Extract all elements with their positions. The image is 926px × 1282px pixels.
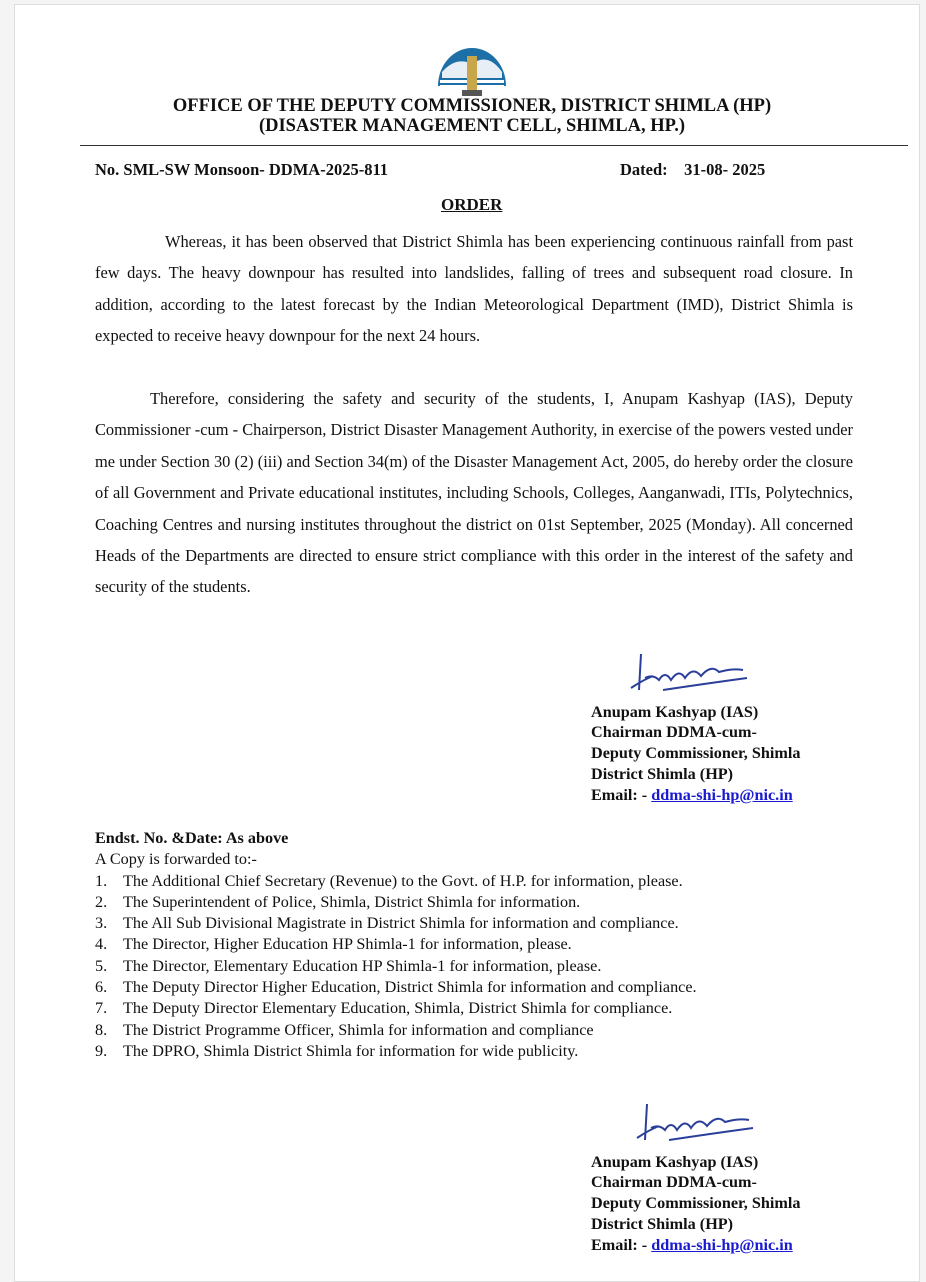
paragraph-therefore: Therefore, considering the safety and security of the students, I, Anupam Kashyap (IAS), Deputy Commissioner -cum - Chairperson, District Disaster Management Authority, in exercise of the powers vested under me under Section 30 (2) (iii) and Section 34(m) of the Disaster Management Act, 2005, do hereby order the closure of all Government and Private educational institutes, including Schools, Colleges, Aanganwadi, ITIs, Polytechnics, Coaching Centres and nursing institutes throughout the district on 01st September, 2025 (Monday). All concerned Heads of the Departments are directed to ensure strict compliance with this order in the interest of the safety and security of the students. <box>95 389 853 597</box>
endorsement-section <box>95 828 697 1062</box>
item-text: The Director, Elementary Education HP Shimla-1 for information, please. <box>123 956 602 975</box>
list-item <box>95 956 697 977</box>
signatory-name: Anupam Kashyap (IAS) <box>591 702 759 721</box>
dated <box>620 160 765 180</box>
himachal-emblem-icon <box>436 42 508 100</box>
dated-label: Dated: <box>620 160 668 179</box>
signature-image-2 <box>629 1100 759 1146</box>
header-divider <box>80 145 908 146</box>
item-text: The All Sub Divisional Magistrate in District Shimla for information and compliance. <box>123 914 679 933</box>
signatory-name: Anupam Kashyap (IAS) <box>591 1152 759 1171</box>
reference-number: No. SML-SW Monsoon- DDMA-2025-811 <box>95 160 389 179</box>
list-item <box>95 892 697 913</box>
signatory-email-row <box>591 1235 800 1256</box>
signatory-designation: Chairman DDMA-cum- <box>591 723 757 742</box>
endorsement-heading: Endst. No. &Date: As above <box>95 829 289 847</box>
signature-block <box>591 650 800 805</box>
item-number: 2. <box>95 892 108 911</box>
order-title: ORDER <box>441 195 503 214</box>
item-number: 3. <box>95 914 108 933</box>
item-number: 4. <box>95 935 108 954</box>
email-link[interactable]: ddma-shi-hp@nic.in <box>651 785 793 804</box>
email-label: Email: - <box>591 785 652 804</box>
dated-value: 31-08- 2025 <box>684 160 766 179</box>
signatory-designation: Chairman DDMA-cum- <box>591 1173 757 1192</box>
list-item <box>95 913 697 934</box>
paragraph-whereas: Whereas, it has been observed that District Shimla has been experiencing continuous rainfall from past few days. The heavy downpour has resulted into landslides, falling of trees and subsequent road closure. In addition, according to the latest forecast by the Indian Meteorological Department (IMD), District Shimla is expected to receive heavy downpour for the next 24 hours. <box>95 232 853 346</box>
list-item <box>95 977 697 998</box>
office-subtitle: (DISASTER MANAGEMENT CELL, SHIMLA, HP.) <box>258 116 686 136</box>
copy-list <box>95 871 697 1063</box>
email-label: Email: - <box>591 1235 652 1254</box>
list-item <box>95 1020 697 1041</box>
item-text: The Additional Chief Secretary (Revenue) to the Govt. of H.P. for information, please. <box>123 871 683 890</box>
signatory-district: District Shimla (HP) <box>591 1214 734 1233</box>
item-text: The Deputy Director Higher Education, District Shimla for information and compliance. <box>123 978 697 997</box>
item-number: 6. <box>95 978 108 997</box>
signature-block-2 <box>591 1100 800 1255</box>
item-text: The Superintendent of Police, Shimla, District Shimla for information. <box>123 892 581 911</box>
item-text: The Director, Higher Education HP Shimla-1 for information, please. <box>123 935 572 954</box>
item-text: The Deputy Director Elementary Education, Shimla, District Shimla for compliance. <box>123 999 673 1018</box>
item-number: 1. <box>95 871 108 890</box>
signature-image <box>623 650 753 696</box>
item-number: 5. <box>95 956 108 975</box>
list-item <box>95 871 697 892</box>
list-item <box>95 998 697 1019</box>
signatory-designation-2: Deputy Commissioner, Shimla <box>591 1194 801 1213</box>
item-text: The District Programme Officer, Shimla for information and compliance <box>123 1020 594 1039</box>
item-number: 7. <box>95 999 108 1018</box>
endorsement-intro: A Copy is forwarded to:- <box>95 850 257 869</box>
item-text: The DPRO, Shimla District Shimla for information for wide publicity. <box>123 1041 579 1060</box>
office-title: OFFICE OF THE DEPUTY COMMISSIONER, DISTRICT SHIMLA (HP) <box>172 96 772 116</box>
email-link[interactable]: ddma-shi-hp@nic.in <box>651 1235 793 1254</box>
list-item <box>95 1041 697 1062</box>
signatory-email-row <box>591 785 800 806</box>
list-item <box>95 934 697 955</box>
signatory-district: District Shimla (HP) <box>591 764 734 783</box>
item-number: 8. <box>95 1020 108 1039</box>
signatory-designation-2: Deputy Commissioner, Shimla <box>591 744 801 763</box>
item-number: 9. <box>95 1041 108 1060</box>
